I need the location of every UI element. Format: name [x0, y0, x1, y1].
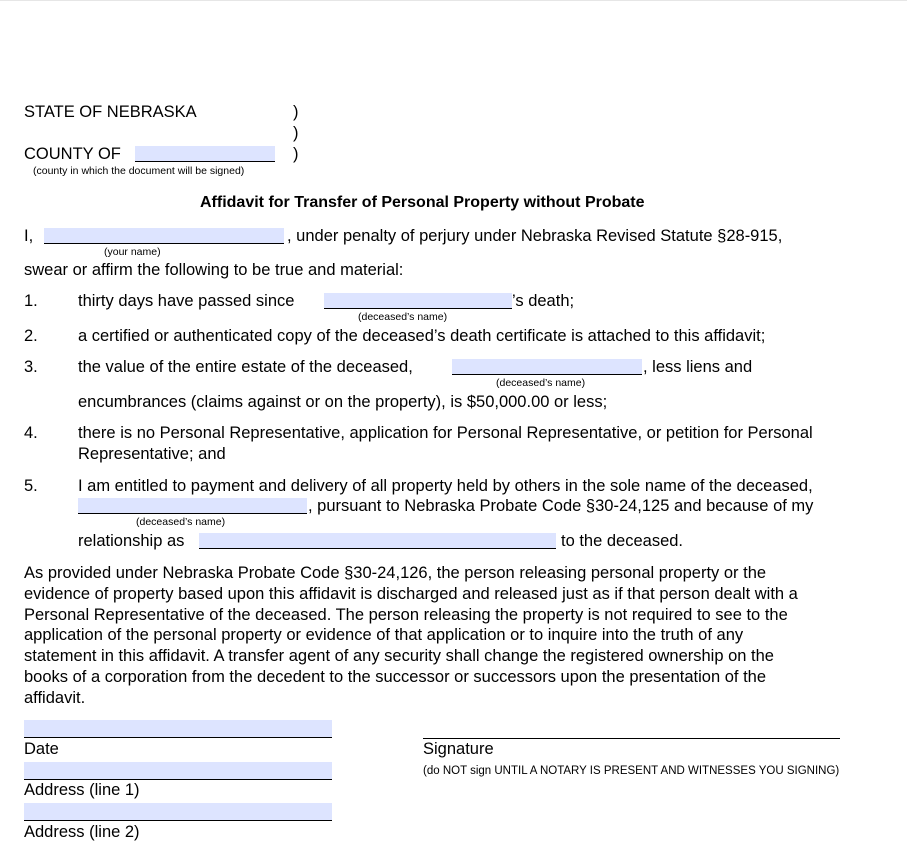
paren-3: ) — [293, 145, 299, 163]
county-field[interactable] — [135, 146, 275, 162]
deceased-name-field-1[interactable] — [324, 293, 512, 309]
item-3-suffix: , less liens and — [643, 358, 753, 376]
item-5-relationship-label: relationship as — [78, 532, 185, 550]
paren-1: ) — [293, 103, 299, 121]
signature-line — [423, 737, 840, 739]
intro-i: I, — [24, 227, 34, 245]
deceased-caption-3: (deceased’s name) — [136, 516, 226, 528]
relationship-field[interactable] — [199, 533, 556, 549]
item-5-relationship-suffix: to the deceased. — [561, 532, 684, 550]
item-3-text: the value of the entire estate of the deceased, — [78, 358, 413, 376]
item-4-line2: Representative; and — [78, 445, 226, 463]
address-line-1-label: Address (line 1) — [24, 781, 140, 799]
item-3-line2: encumbrances (claims against or on the property), is $50,000.00 or less; — [78, 393, 608, 411]
date-label: Date — [24, 740, 59, 758]
signature-note: (do NOT sign UNTIL A NOTARY IS PRESENT AND WITNESSES YOU SIGNING) — [423, 765, 840, 777]
paragraph-line: books of a corporation from the decedent to the successor or successors upon the presentation of the — [24, 667, 767, 686]
paragraph-line: As provided under Nebraska Probate Code §30-24,126, the person releasing personal property or the — [24, 564, 767, 582]
document-title: Affidavit for Transfer of Personal Property without Probate — [200, 194, 645, 211]
item-4-number: 4. — [24, 424, 38, 442]
swear-line: swear or affirm the following to be true and material: — [24, 261, 404, 279]
county-label: COUNTY OF — [24, 145, 121, 163]
item-1-text: thirty days have passed since — [78, 292, 295, 310]
address-line-2-label: Address (line 2) — [24, 823, 140, 841]
deceased-caption-2: (deceased’s name) — [496, 377, 586, 389]
deceased-name-field-3[interactable] — [78, 498, 307, 514]
item-1-number: 1. — [24, 292, 38, 310]
county-caption: (county in which the document will be signed) — [33, 165, 245, 177]
item-3-number: 3. — [24, 358, 38, 376]
paren-2: ) — [293, 124, 299, 142]
item-4-line1: there is no Personal Representative, application for Personal Representative, or petition for Personal — [78, 424, 813, 442]
item-5-number: 5. — [24, 477, 38, 495]
intro-clause: , under penalty of perjury under Nebraska Revised Statute §28-915, — [287, 227, 783, 245]
address-line-1-field[interactable] — [24, 762, 332, 780]
paragraph-line: statement in this affidavit. A transfer agent of any security shall change the registered ownership on the — [24, 647, 774, 666]
item-2-text: a certified or authenticated copy of the deceased’s death certificate is attached to this affidavit; — [78, 327, 766, 345]
deceased-caption-1: (deceased’s name) — [358, 311, 448, 323]
paragraph-line: Personal Representative of the deceased. The person releasing the property is not required to see to the — [24, 605, 788, 624]
item-5-line1: I am entitled to payment and delivery of all property held by others in the sole name of the deceased, — [78, 477, 813, 495]
paragraph-line: affidavit. — [24, 688, 86, 707]
signature-label: Signature — [423, 740, 494, 758]
page-top-border — [0, 0, 907, 1]
date-field[interactable] — [24, 720, 332, 738]
state-label: STATE OF NEBRASKA — [24, 103, 197, 121]
item-5-after: , pursuant to Nebraska Probate Code §30-24,125 and because of my — [308, 497, 814, 515]
legal-paragraph — [24, 563, 884, 709]
paragraph-line: application of the personal property or evidence of that application or to inquire into the truth of any — [24, 626, 744, 645]
paragraph-line: evidence of property based upon this affidavit is discharged and released just as if that person dealt with a — [24, 584, 798, 603]
item-2-number: 2. — [24, 327, 38, 345]
deceased-name-field-2[interactable] — [452, 359, 642, 375]
your-name-caption: (your name) — [104, 246, 161, 258]
your-name-field[interactable] — [44, 228, 284, 244]
address-line-2-field[interactable] — [24, 803, 332, 821]
item-1-suffix: ’s death; — [512, 292, 575, 310]
